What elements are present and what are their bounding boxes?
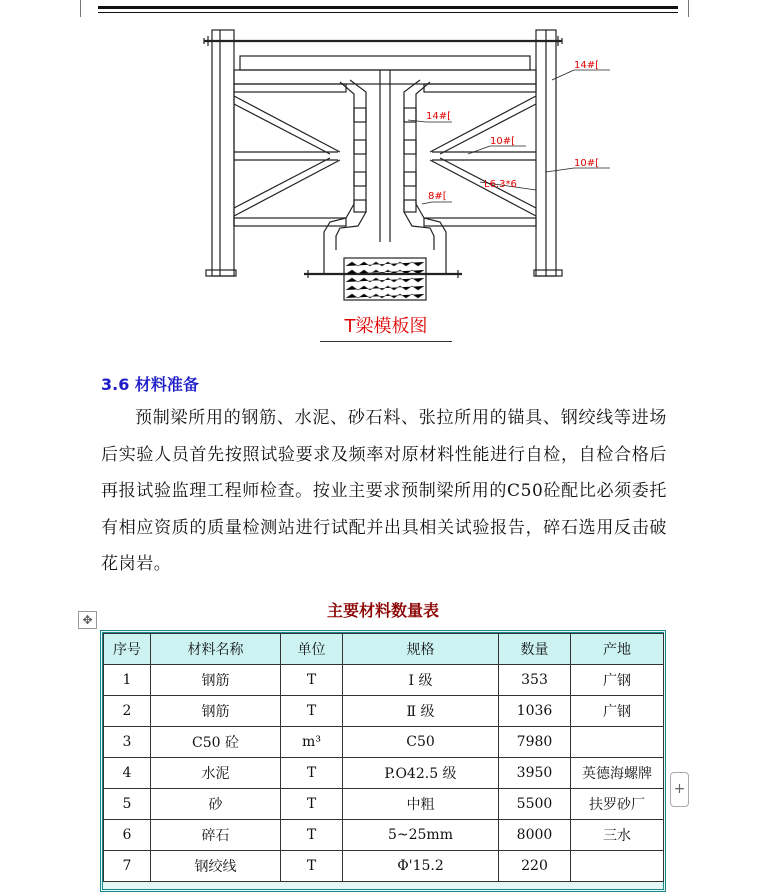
- cell-name[interactable]: 钢筋: [151, 696, 281, 727]
- move-icon[interactable]: ✥: [78, 611, 97, 629]
- label-10-inner: 10#[: [490, 136, 516, 147]
- cell-origin[interactable]: 三水: [571, 820, 664, 851]
- cell-index[interactable]: 3: [104, 727, 151, 758]
- label-l63: L6.3*6: [484, 179, 517, 190]
- cell-spec[interactable]: Ⅰ 级: [343, 665, 499, 696]
- cell-origin[interactable]: 扶罗砂厂: [571, 789, 664, 820]
- col-header-unit: 单位: [281, 634, 343, 665]
- cell-spec[interactable]: C50: [343, 727, 499, 758]
- cell-spec[interactable]: 5~25mm: [343, 820, 499, 851]
- cell-index[interactable]: 4: [104, 758, 151, 789]
- cell-origin[interactable]: 英德海螺牌: [571, 758, 664, 789]
- table-row: [104, 696, 664, 727]
- cell-name[interactable]: 水泥: [151, 758, 281, 789]
- cell-index[interactable]: 7: [104, 851, 151, 882]
- figure-caption: T梁模板图: [320, 312, 452, 342]
- table-header-row: [104, 634, 664, 665]
- margin-mark-right: [688, 0, 689, 17]
- cell-index[interactable]: 2: [104, 696, 151, 727]
- cell-index[interactable]: 1: [104, 665, 151, 696]
- cell-spec[interactable]: Ⅱ 级: [343, 696, 499, 727]
- cell-spec[interactable]: P.O42.5 级: [343, 758, 499, 789]
- cell-spec[interactable]: 中粗: [343, 789, 499, 820]
- col-header-origin: 产地: [571, 634, 664, 665]
- table-row: [104, 665, 664, 696]
- table-row: [104, 789, 664, 820]
- label-14-inner: 14#[: [426, 111, 452, 122]
- table-title: 主要材料数量表: [326, 601, 439, 620]
- label-8: 8#[: [428, 191, 447, 202]
- cell-qty[interactable]: 1036: [499, 696, 571, 727]
- cell-unit[interactable]: T: [281, 789, 343, 820]
- materials-table: [100, 630, 666, 892]
- cell-name[interactable]: 钢绞线: [151, 851, 281, 882]
- t-beam-formwork-drawing: [190, 22, 600, 304]
- col-header-index: 序号: [104, 634, 151, 665]
- cell-name[interactable]: 钢筋: [151, 665, 281, 696]
- col-header-spec: 规格: [343, 634, 499, 665]
- cell-qty[interactable]: 3950: [499, 758, 571, 789]
- cell-index[interactable]: 6: [104, 820, 151, 851]
- cell-origin[interactable]: [571, 851, 664, 882]
- cell-unit[interactable]: T: [281, 665, 343, 696]
- cell-origin[interactable]: 广钢: [571, 696, 664, 727]
- cell-qty[interactable]: 220: [499, 851, 571, 882]
- cell-name[interactable]: 碎石: [151, 820, 281, 851]
- label-10-outer: 10#[: [574, 158, 600, 169]
- cell-qty[interactable]: 353: [499, 665, 571, 696]
- cell-unit[interactable]: T: [281, 696, 343, 727]
- cell-unit[interactable]: m³: [281, 727, 343, 758]
- page-header-rule: [98, 6, 678, 9]
- cell-unit[interactable]: T: [281, 851, 343, 882]
- table-row: [104, 820, 664, 851]
- cell-unit[interactable]: T: [281, 758, 343, 789]
- table-row: [104, 851, 664, 882]
- cell-name[interactable]: C50 砼: [151, 727, 281, 758]
- col-header-qty: 数量: [499, 634, 571, 665]
- cell-qty[interactable]: 7980: [499, 727, 571, 758]
- cell-qty[interactable]: 8000: [499, 820, 571, 851]
- body-paragraph: 预制梁所用的钢筋、水泥、砂石料、张拉所用的锚具、钢绞线等进场后实验人员首先按照试验要求及频率对原材料性能进行自检，自检合格后再报试验监理工程师检查。按业主要求预制梁所用的C50砼配比必须委托有相应资质的质量检测站进行试配并出具相关试验报告，碎石选用反击破花岗岩。: [101, 408, 667, 574]
- margin-mark-left: [80, 0, 81, 17]
- table-row: [104, 758, 664, 789]
- cell-origin[interactable]: 广钢: [571, 665, 664, 696]
- cell-spec[interactable]: Φ'15.2: [343, 851, 499, 882]
- page-header-rule-thin: [98, 12, 678, 13]
- cell-qty[interactable]: 5500: [499, 789, 571, 820]
- cell-name[interactable]: 砂: [151, 789, 281, 820]
- plus-icon[interactable]: +: [670, 772, 689, 807]
- label-14-top: 14#[: [574, 60, 600, 71]
- cell-index[interactable]: 5: [104, 789, 151, 820]
- col-header-name: 材料名称: [151, 634, 281, 665]
- section-heading: 3.6 材料准备: [101, 375, 199, 394]
- cell-unit[interactable]: T: [281, 820, 343, 851]
- cell-origin[interactable]: [571, 727, 664, 758]
- table-row: [104, 727, 664, 758]
